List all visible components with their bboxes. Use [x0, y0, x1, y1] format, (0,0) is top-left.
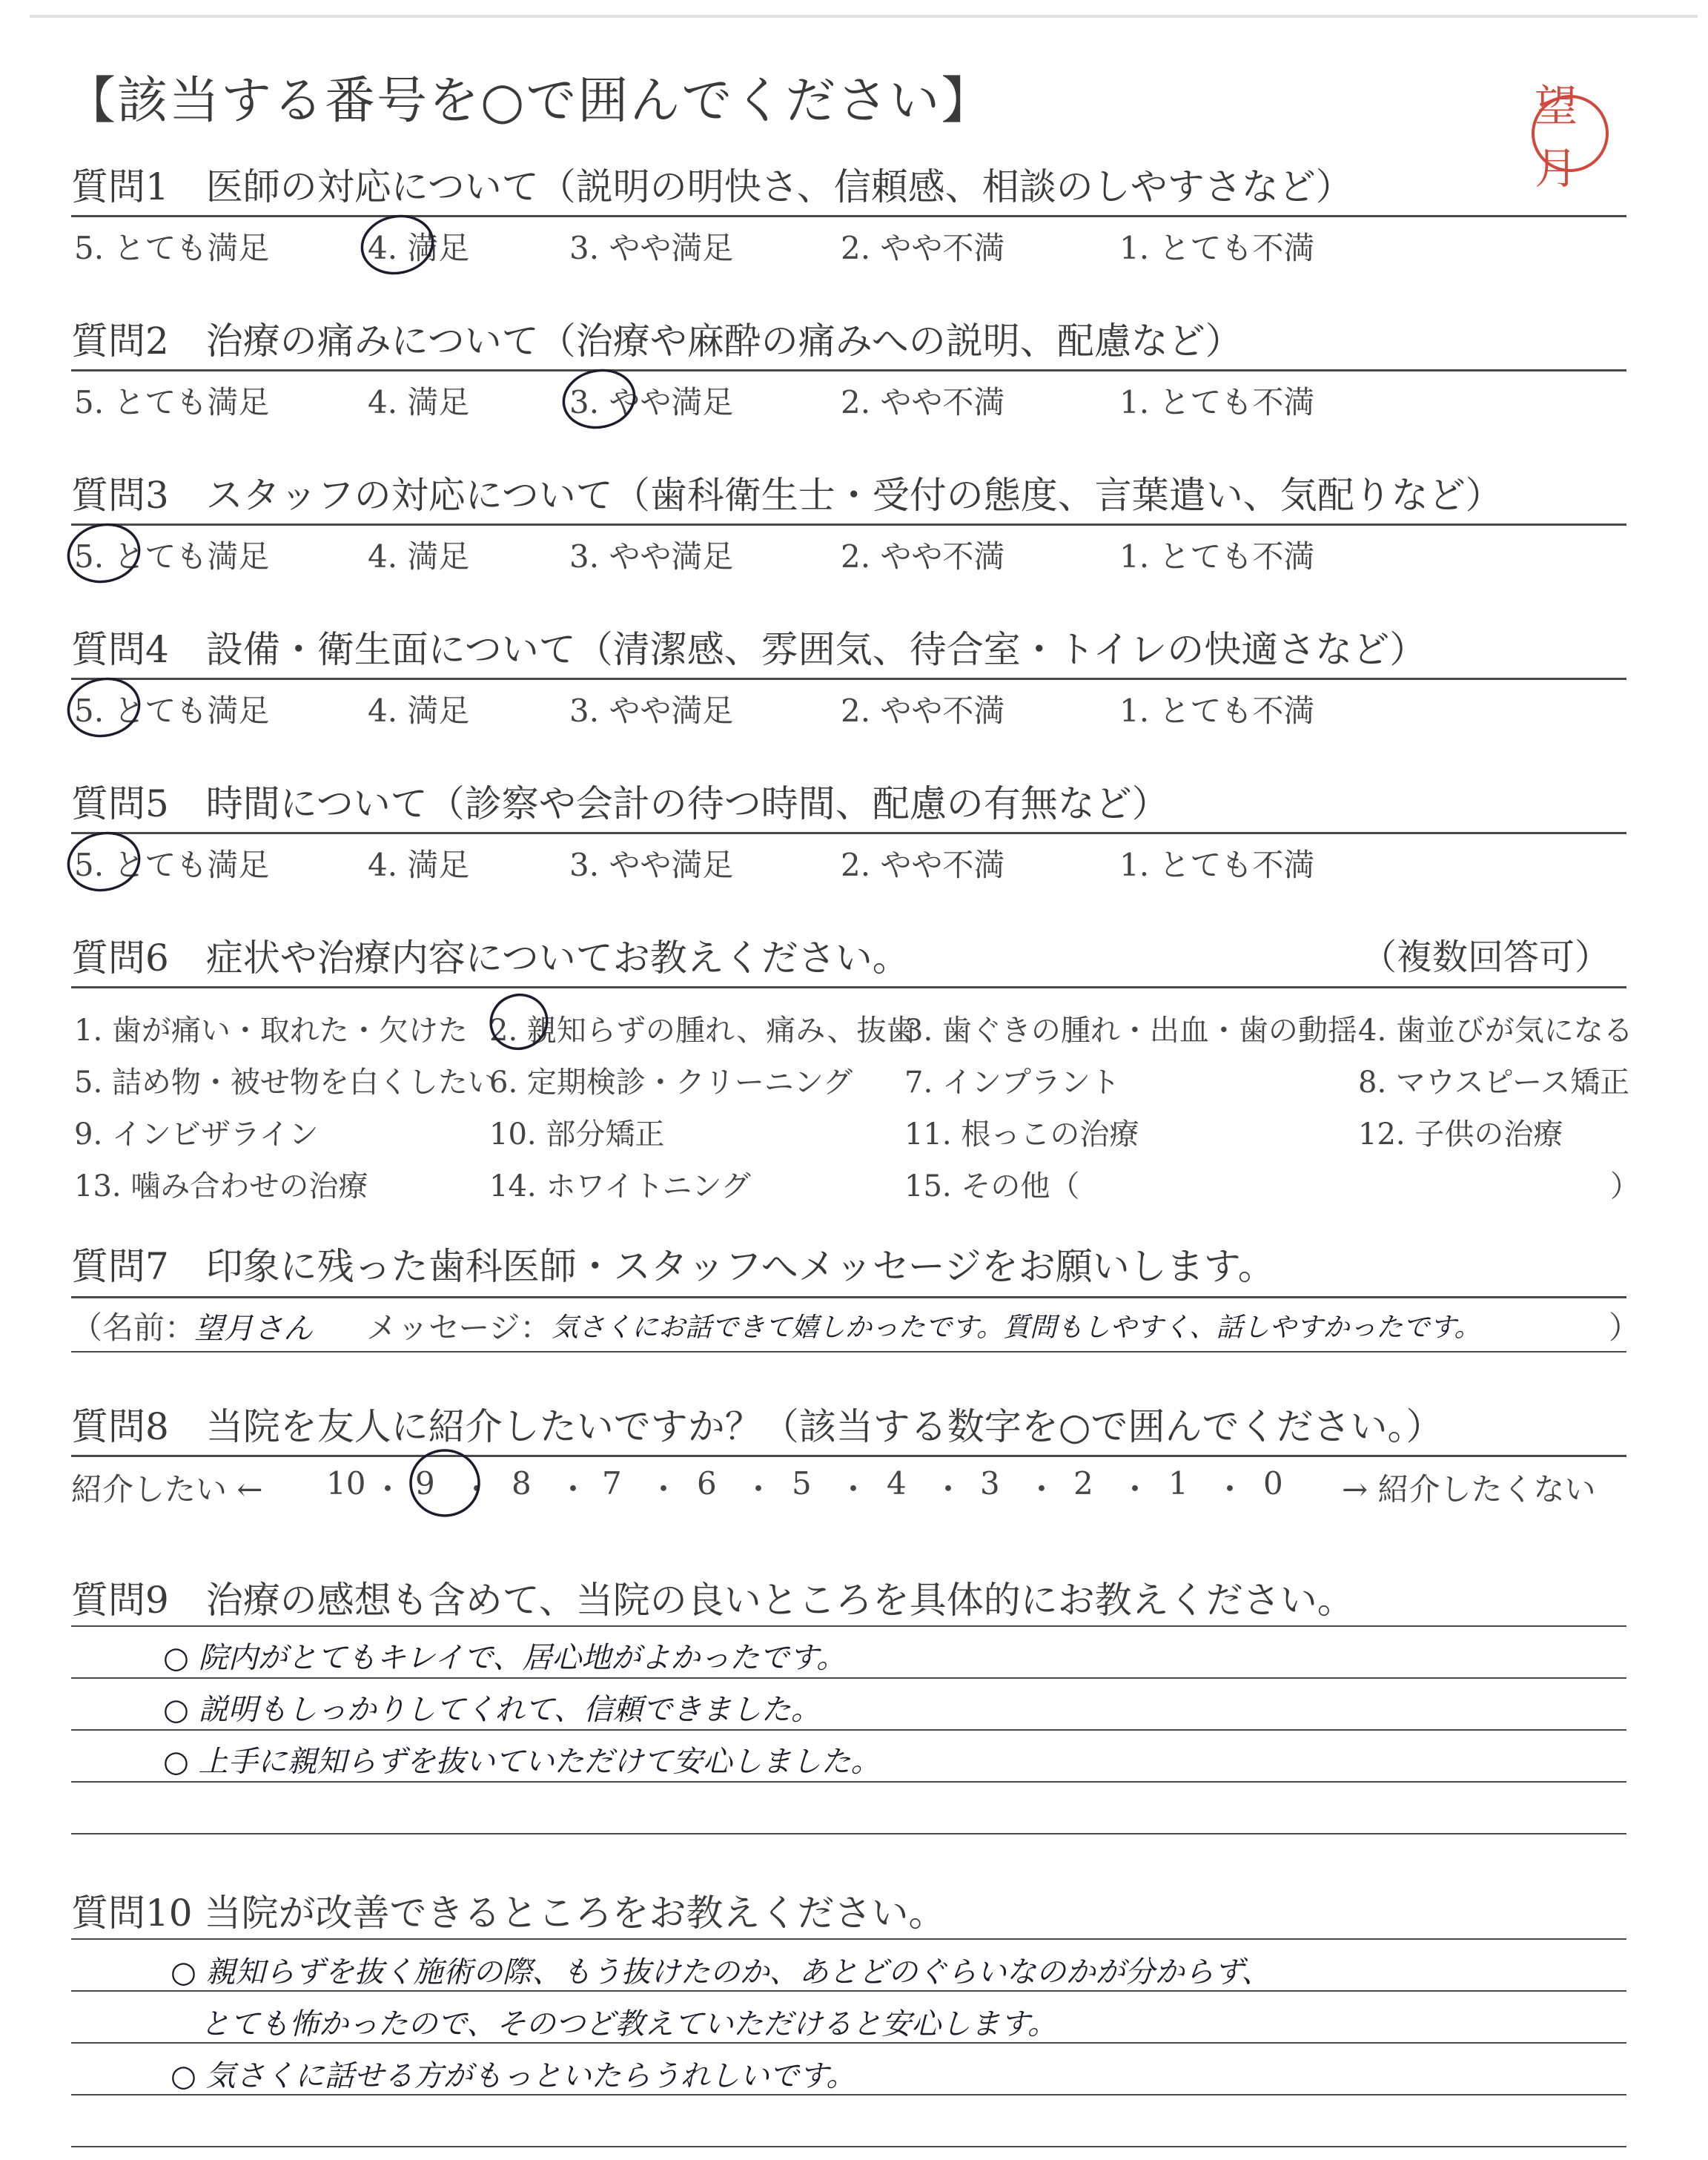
- q8-selected-circle: [411, 1450, 479, 1516]
- q8-separator: ・: [1119, 1471, 1151, 1507]
- q8-left-label: 紹介したい ←: [71, 1471, 263, 1507]
- q2-option-3[interactable]: 3. やや満足: [569, 384, 734, 420]
- q4-option-3[interactable]: 3. やや満足: [569, 693, 734, 729]
- q1-option-3[interactable]: 3. やや満足: [569, 230, 734, 266]
- q4-option-2[interactable]: 2. やや不満: [841, 693, 1005, 729]
- q8-number-10[interactable]: 10: [326, 1465, 366, 1502]
- q4-selected-circle: [63, 673, 145, 742]
- q1-option-1[interactable]: 1. とても不満: [1119, 230, 1315, 266]
- q9-answer-1[interactable]: ○ 院内がとてもキレイで、居心地がよかったです。: [163, 1641, 847, 1675]
- q2-selected-circle: [558, 364, 640, 434]
- q6-note: （複数回答可）: [1361, 937, 1611, 978]
- q3-title: 質問3 スタッフの対応について（歯科衛生士・受付の態度、言葉遣い、気配りなど）: [71, 474, 1503, 517]
- q8-number-2[interactable]: 2: [1073, 1465, 1093, 1502]
- q8-number-4[interactable]: 4: [887, 1465, 907, 1502]
- form-header: 【該当する番号を○で囲んでください】: [65, 72, 993, 131]
- q1-option-4[interactable]: 4. 満足: [368, 230, 470, 266]
- q6-option-5[interactable]: 5. 詰め物・被せ物を白くしたい: [74, 1066, 497, 1100]
- q2-option-5[interactable]: 5. とても満足: [74, 384, 270, 420]
- q8-number-0[interactable]: 0: [1263, 1465, 1283, 1502]
- q9-answer-3[interactable]: ○ 上手に親知らずを抜いていただけて安心しました。: [163, 1745, 881, 1779]
- q8-number-8[interactable]: 8: [512, 1465, 532, 1502]
- q8-number-3[interactable]: 3: [980, 1465, 1000, 1502]
- q8-right-label: → 紹介したくない: [1342, 1471, 1596, 1507]
- q10-answer-3[interactable]: ○ 気さくに話せる方がもっといたらうれしいです。: [171, 2059, 856, 2093]
- q1-option-5[interactable]: 5. とても満足: [74, 230, 270, 266]
- q2-title: 質問2 治療の痛みについて（治療や麻酔の痛みへの説明、配慮など）: [71, 320, 1242, 363]
- q8-number-7[interactable]: 7: [602, 1465, 622, 1502]
- q5-option-1[interactable]: 1. とても不満: [1119, 847, 1315, 883]
- q10-answer-2[interactable]: とても怖かったので、そのつど教えていただけると安心します。: [200, 2007, 1057, 2041]
- q6-option-16[interactable]: ）: [1610, 1169, 1640, 1203]
- q6-option-9[interactable]: 9. インビザライン: [74, 1117, 319, 1152]
- q7-close-paren: ）: [1609, 1309, 1641, 1346]
- q4-option-1[interactable]: 1. とても不満: [1119, 693, 1315, 729]
- q6-selected-circle: [483, 987, 555, 1057]
- q8-number-6[interactable]: 6: [697, 1465, 717, 1502]
- q7-message-label: メッセージ：: [366, 1309, 552, 1346]
- q3-option-1[interactable]: 1. とても不満: [1119, 538, 1315, 575]
- q3-option-5[interactable]: 5. とても満足: [74, 538, 270, 575]
- q4-option-5[interactable]: 5. とても満足: [74, 693, 270, 729]
- q3-option-2[interactable]: 2. やや不満: [841, 538, 1005, 575]
- q8-separator: ・: [372, 1471, 404, 1507]
- q3-option-3[interactable]: 3. やや満足: [569, 538, 734, 575]
- q8-separator: ・: [1026, 1471, 1058, 1507]
- q8-separator: ・: [557, 1471, 589, 1507]
- q6-option-3[interactable]: 3. 歯ぐきの腫れ・出血・歯の動揺: [904, 1014, 1357, 1048]
- q6-option-8[interactable]: 8. マウスピース矯正: [1358, 1066, 1630, 1100]
- q7-name-label: （名前：: [71, 1309, 196, 1346]
- q10-answer-1[interactable]: ○ 親知らずを抜く施術の際、もう抜けたのか、あとどのぐらいなのかが分からず、: [171, 1955, 1271, 1989]
- q6-option-12[interactable]: 12. 子供の治療: [1358, 1117, 1563, 1152]
- q2-option-4[interactable]: 4. 満足: [368, 384, 470, 420]
- q10-title: 質問10 当院が改善できるところをお教えください。: [71, 1892, 946, 1935]
- q7-message-value[interactable]: 気さくにお話できて嬉しかったです。質問もしやすく、話しやすかったです。: [552, 1312, 1481, 1343]
- q6-option-4[interactable]: 4. 歯並びが気になる: [1358, 1014, 1633, 1048]
- q1-selected-circle: [357, 210, 438, 280]
- q8-separator: ・: [743, 1471, 775, 1507]
- q7-title: 質問7 印象に残った歯科医師・スタッフへメッセージをお願いします。: [71, 1245, 1275, 1288]
- seal-stamp: 望月: [1532, 95, 1609, 172]
- q6-option-13[interactable]: 13. 噛み合わせの治療: [74, 1169, 368, 1203]
- q6-option-6[interactable]: 6. 定期検診・クリーニング: [489, 1066, 853, 1100]
- q8-number-5[interactable]: 5: [792, 1465, 812, 1502]
- q3-selected-circle: [63, 518, 145, 588]
- q2-option-1[interactable]: 1. とても不満: [1119, 384, 1315, 420]
- q1-title: 質問1 医師の対応について（説明の明快さ、信頼感、相談のしやすさなど）: [71, 165, 1353, 208]
- q6-option-1[interactable]: 1. 歯が痛い・取れた・欠けた: [74, 1014, 468, 1048]
- q9-answer-2[interactable]: ○ 説明もしっかりしてくれて、信頼できました。: [163, 1693, 821, 1727]
- q3-option-4[interactable]: 4. 満足: [368, 538, 470, 575]
- q7-name-value[interactable]: 望月さん: [194, 1312, 313, 1346]
- q5-title: 質問5 時間について（診察や会計の待つ時間、配慮の有無など）: [71, 782, 1169, 825]
- q6-option-10[interactable]: 10. 部分矯正: [489, 1117, 665, 1152]
- q6-option-15[interactable]: 15. その他（: [904, 1169, 1080, 1203]
- q8-number-1[interactable]: 1: [1168, 1465, 1188, 1502]
- q5-selected-circle: [63, 827, 145, 896]
- q4-title: 質問4 設備・衛生面について（清潔感、雰囲気、待合室・トイレの快適さなど）: [71, 628, 1427, 671]
- q6-option-11[interactable]: 11. 根っこの治療: [904, 1117, 1139, 1152]
- q5-option-2[interactable]: 2. やや不満: [841, 847, 1005, 883]
- q6-option-2[interactable]: 2. 親知らずの腫れ、痛み、抜歯: [489, 1014, 916, 1048]
- q8-separator: ・: [461, 1471, 493, 1507]
- q5-option-5[interactable]: 5. とても満足: [74, 847, 270, 883]
- q1-option-2[interactable]: 2. やや不満: [841, 230, 1005, 266]
- q8-title: 質問8 当院を友人に紹介したいですか？（該当する数字を○で囲んでください。）: [71, 1405, 1443, 1448]
- q6-option-7[interactable]: 7. インプラント: [904, 1066, 1120, 1100]
- q8-separator: ・: [933, 1471, 964, 1507]
- q8-separator: ・: [648, 1471, 680, 1507]
- q8-number-9[interactable]: 9: [415, 1465, 435, 1502]
- q4-option-4[interactable]: 4. 満足: [368, 693, 470, 729]
- q8-separator: ・: [838, 1471, 870, 1507]
- q5-option-3[interactable]: 3. やや満足: [569, 847, 734, 883]
- q8-separator: ・: [1214, 1471, 1246, 1507]
- q6-option-14[interactable]: 14. ホワイトニング: [489, 1169, 751, 1203]
- q9-title: 質問9 治療の感想も含めて、当院の良いところを具体的にお教えください。: [71, 1579, 1354, 1622]
- q2-option-2[interactable]: 2. やや不満: [841, 384, 1005, 420]
- q6-title: 質問6 症状や治療内容についてお教えください。: [71, 937, 910, 980]
- q5-option-4[interactable]: 4. 満足: [368, 847, 470, 883]
